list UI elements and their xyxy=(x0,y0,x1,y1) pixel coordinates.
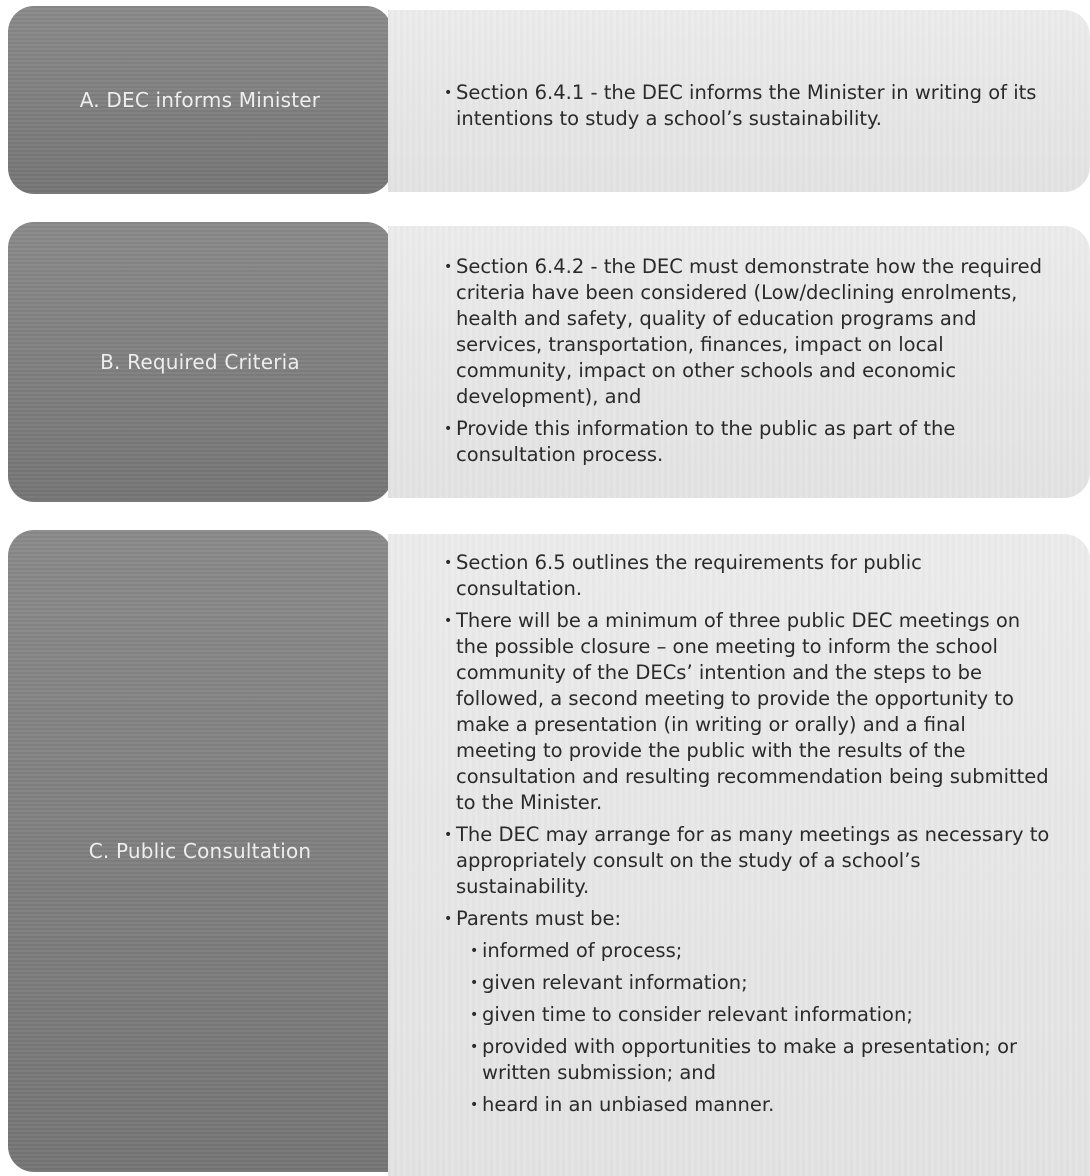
step-a-bullet-1: • Section 6.4.1 - the DEC informs the Minister in writing of its intentions to study a school’s sustainability. xyxy=(446,80,1050,132)
step-c-sub-list xyxy=(456,938,1050,1118)
step-b-content-box xyxy=(388,226,1090,498)
step-b xyxy=(8,222,1090,502)
step-a-label-box xyxy=(8,6,392,194)
step-c-label: C. Public Consultation xyxy=(88,839,312,863)
step-c-bullet-4 xyxy=(446,906,1050,1118)
step-c-bullet-4-text: Parents must be: xyxy=(456,907,622,930)
step-a-label: A. DEC informs Minister xyxy=(79,88,321,112)
step-c-bullet-list xyxy=(446,550,1050,1118)
step-c-sub-item-2: • given relevant information; xyxy=(472,970,1050,996)
step-c-bullet-3: • The DEC may arrange for as many meetings as necessary to appropriately consult on the study of a school’s sustainability. xyxy=(446,822,1050,900)
step-b-label: B. Required Criteria xyxy=(100,350,300,374)
step-c-bullet-2: • There will be a minimum of three public DEC meetings on the possible closure – one meeting to inform the school community of the DECs’ intention and the steps to be followed, a second meeting to provide the opportunity to make a presentation (in writing or orally) and a final meeting to provide the public with the results of the consultation and resulting recommendation being submitted to the Minister. xyxy=(446,608,1050,816)
step-a-bullet-list xyxy=(446,80,1050,132)
step-a-content-box xyxy=(388,10,1090,192)
step-b-label-box xyxy=(8,222,392,502)
step-c-sub-item-4: • provided with opportunities to make a presentation; or written submission; and xyxy=(472,1034,1050,1086)
step-c-bullet-1: • Section 6.5 outlines the requirements for public consultation. xyxy=(446,550,1050,602)
step-c-label-box xyxy=(8,530,392,1172)
step-c-sub-item-1: • informed of process; xyxy=(472,938,1050,964)
step-a xyxy=(8,6,1090,194)
step-c-content-box xyxy=(388,534,1090,1176)
step-b-bullet-list xyxy=(446,254,1050,468)
step-c xyxy=(8,530,1090,1172)
step-c-sub-item-5: • heard in an unbiased manner. xyxy=(472,1092,1050,1118)
step-c-sub-item-3: • given time to consider relevant information; xyxy=(472,1002,1050,1028)
step-b-bullet-2: • Provide this information to the public as part of the consultation process. xyxy=(446,416,1050,468)
step-b-bullet-1: • Section 6.4.2 - the DEC must demonstrate how the required criteria have been considered (Low/declining enrolments, health and safety, quality of education programs and services, transportation, finances, impact on local community, impact on other schools and economic development), and xyxy=(446,254,1050,410)
